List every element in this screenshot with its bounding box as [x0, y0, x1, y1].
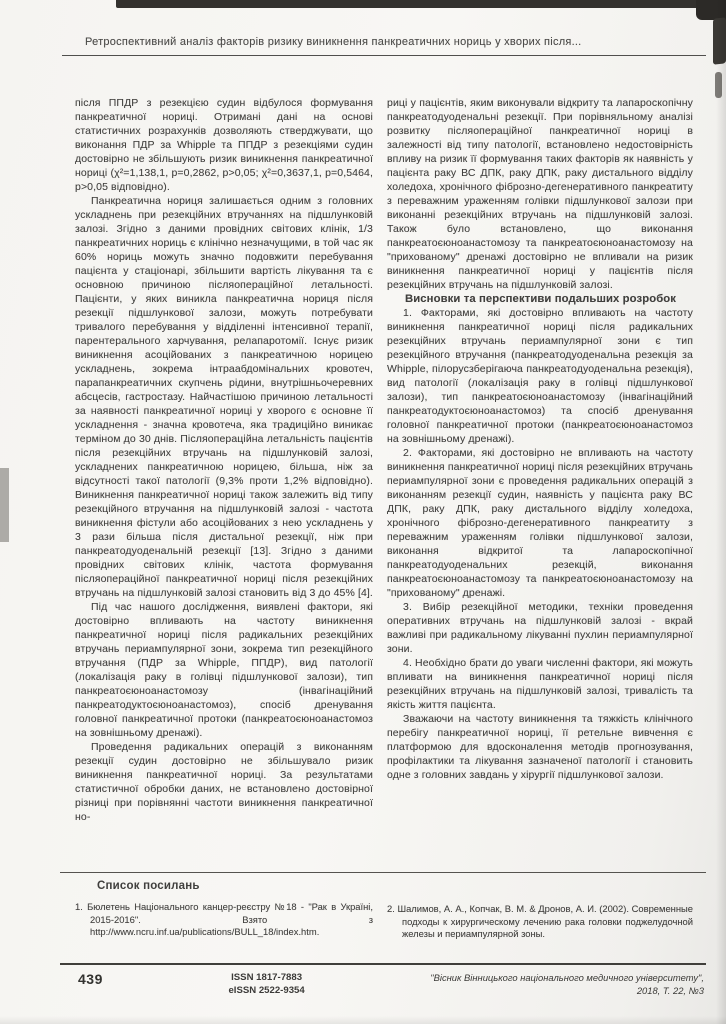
running-head: Ретроспективний аналіз факторів ризику виникнення панкреатичних нориць у хворих після... [85, 36, 582, 48]
body-paragraph: після ППДР з резекцією судин відбулося формування панкреатичної нориці. Отримані дані на основі статистичних розрахунків дозволяють стверджувати, що виконання ПДР за Whipple та ППДР з резекціями судин достовірно не збільшують ризик виникнення панкреатичної нориці (χ²=1,138,1, p=0,2862, p>0,05; χ²=0,3637,1, p=0,5464, p>0,05 відповідно). [75, 97, 373, 193]
references-left-column [75, 878, 373, 950]
scan-artifact-right-shadow [716, 0, 726, 1024]
references-heading: Список посилань [97, 880, 200, 892]
left-column [75, 96, 373, 862]
reference-item: 1. Бюлетень Національного канцер-реєстру №18 - "Рак в Україні, 2015-2016". Взято з http://www.ncru.inf.ua/publications/BULL_18/index.htm. [75, 901, 373, 938]
body-paragraph: Під час нашого дослідження, виявлені фактори, які достовірно впливають на частоту виникнення панкреатичної нориці після радикальних резекційних втручань периампулярної зони, зокрема тип резекційного втручання (ПДР за Whipple, ППДР), вид патології (локалізація раку в голівці підшлункової залози), тип панкреатоєюноанастомозу (інвагінаційний панкреатодуктоєюноанастомоз), спосіб дренування головної панкреатичної протоки (панкреатоєюноанастомоз на зовнішньому дренажі). [75, 601, 373, 739]
journal-issue: 2018, Т. 22, №3 [636, 985, 704, 996]
conclusion-paragraph: Зважаючи на частоту виникнення та тяжкість клінічного перебігу панкреатичної нориці, її ретельне вивчення є платформою для вдосконалення методів прогнозування, профілактики та лікування зазначеної патології і становить одне з головних завдань у хірургії підшлункової залози. [387, 713, 693, 781]
scan-artifact-bottom-shadow [0, 1016, 726, 1024]
scan-artifact-top-right-blob [696, 0, 726, 20]
scan-artifact-right-mark [713, 17, 726, 65]
references-section [75, 878, 706, 950]
body-paragraph: Проведення радикальних операцій з виконанням резекції судин достовірно не збільшувало ризик виникнення панкреатичної нориці. За результатами статистичної обробки даних, не встановлено достовірної різниці при порівнянні частоти виникнення панкреатичної но- [75, 741, 373, 823]
page-number: 439 [78, 971, 103, 987]
scan-artifact-right-mark-small [715, 72, 722, 98]
page-content [60, 36, 706, 997]
body-paragraph: риці у пацієнтів, яким виконували відкриту та лапароскопічну панкреатодуоденальні резекції. При порівняльному аналізі розвитку післяопераційної панкреатичної нориці в залежності від типу патології, встановлено недостовірність впливу на ризик її формування таких факторів як наявність у пацієнта раку ВС ДПК, раку ДПК, раку дистального відділу холедоха, хронічного фіброзно-дегенеративного панкреатиту з переважним ураженням голівки підшлункової залози при виконанні резекційних втручань на підшлунковій залозі. Також було встановлено, що виконання панкреатоєюноанастомозу та панкреатоєюноанастомозу на "прихованому" дренажі достовірно не впливали на ризик виникнення панкреатичної нориці у пацієнтів після резекційних втручань на підшлунковій залозі. [387, 97, 693, 291]
scan-artifact-top-bar [116, 0, 726, 8]
conclusion-paragraph: 4. Необхідно брати до уваги численні фактори, які можуть впливати на виникнення панкреатичної нориці після резекційних втручань на підшлунковій залозі, тривалість та якість життя пацієнта. [387, 657, 693, 711]
page-footer [60, 965, 706, 997]
body-columns [75, 96, 706, 862]
references-right-column [387, 878, 693, 950]
references-rule [60, 872, 706, 873]
scan-artifact-left-tab [0, 468, 9, 542]
journal-citation [430, 971, 704, 997]
journal-name: "Вісник Вінницького національного медичного університету", [430, 972, 704, 983]
conclusion-paragraph: 1. Факторами, які достовірно впливають на частоту виникнення панкреатичної нориці після радикальних резекційних втручань периампулярної зони є тип резекційного втручання (панкреатодуоденальна резекція за Whipple, пілорусзберігаюча панкреатодуоденальна резекція), вид патології (локалізація раку в голівці підшлункової залози), тип панкреатоєюноанастомозу (інвагінаційний панкреатодуктоєюноанастомоз) та спосіб дренування головної панкреатичної протоки (панкреатоєюноанастомоз на зовнішньому дренажі). [387, 307, 693, 445]
right-column [387, 96, 693, 862]
header-rule [62, 55, 706, 56]
reference-item: 2. Шалимов, А. А., Копчак, В. М. & Дронов, А. И. (2002). Современные подходы к хирургическому лечению рака головки поджелудочной железы и периампулярной зоны. [387, 903, 693, 940]
issn-print: ISSN 1817-7883 [231, 972, 303, 983]
conclusion-paragraph: 3. Вибір резекційної методики, техніки проведення оперативних втручань на підшлунковій залозі - вкрай важливі при радикальному лікуванні пухлин периампулярної зони. [387, 601, 693, 655]
body-paragraph: Панкреатична нориця залишається одним з головних ускладнень при резекційних втручаннях на підшлунковій залозі. Згідно з даними провідних світових клінік, 1/3 панкреатичних нориць є клінічно незначущими, в той час як 60% нориць можуть значно подовжити перебування пацієнта у стаціонарі, збільшити вартість лікування та є основною причиною післяопераційної летальності. Пацієнти, у яких виникла панкреатична нориця після резекції підшлункової залози, можуть потребувати тривалого перебування у відділенні інтенсивної терапії, парентерального харчування, релапаротомії. Існує ризик виникнення асоційованих з панкреатичною норицею ускладнень, зокрема інтраабдомінальних кровотеч, парапанкреатичних скупчень рідини, внутрішньочеревних абсцесів, гастростазу. Найчастішою причиною летальності за наявності панкреатичної нориці у хворого є основне її ускладнення - значна кровотеча, яка традиційно виникає терміном до 30 днів. Післяопераційна летальність пацієнтів після резекційних втручань на підшлунковій залозі, ускладнених панкреатичною норицею, більша, ніж за відсутності такої патології (9,3% проти 1,2% відповідно). Виникнення панкреатичної нориці також залежить від типу резекційного втручання на підшлунковій залозі - частота виникнення фістули або асоційованих з нею ускладнень у 3 рази більша після дистальної резекції, ніж при панкреатодуоденальній резекції [13]. Згідно з даними провідних світових клінік, частота формування післяопераційної панкреатичної нориці після резекційних втручань на підшлунковій залозі становить від 3 до 45% [4]. [75, 195, 373, 599]
conclusions-heading: Висновки та перспективи подальших розробок [405, 293, 677, 305]
conclusion-paragraph: 2. Факторами, які достовірно не впливають на частоту виникнення панкреатичної нориці після резекційних втручань периампулярної зони є проведення радикальних операцій з виконанням резекції судин, наявність у пацієнта раку ВС ДПК, раку ДПК, раку дистального відділу холедоха, хронічного фіброзно-дегенеративного панкреатиту з переважним ураженням голівки підшлункової залози, виконання відкритої та лапароскопічної панкреатодуоденальних резекцій, виконання панкреатоєюноанастомозу та панкреатоєюноанастомозу на "прихованому" дренажі. [387, 447, 693, 599]
issn-block [228, 971, 304, 997]
issn-electronic: eISSN 2522-9354 [228, 985, 305, 996]
